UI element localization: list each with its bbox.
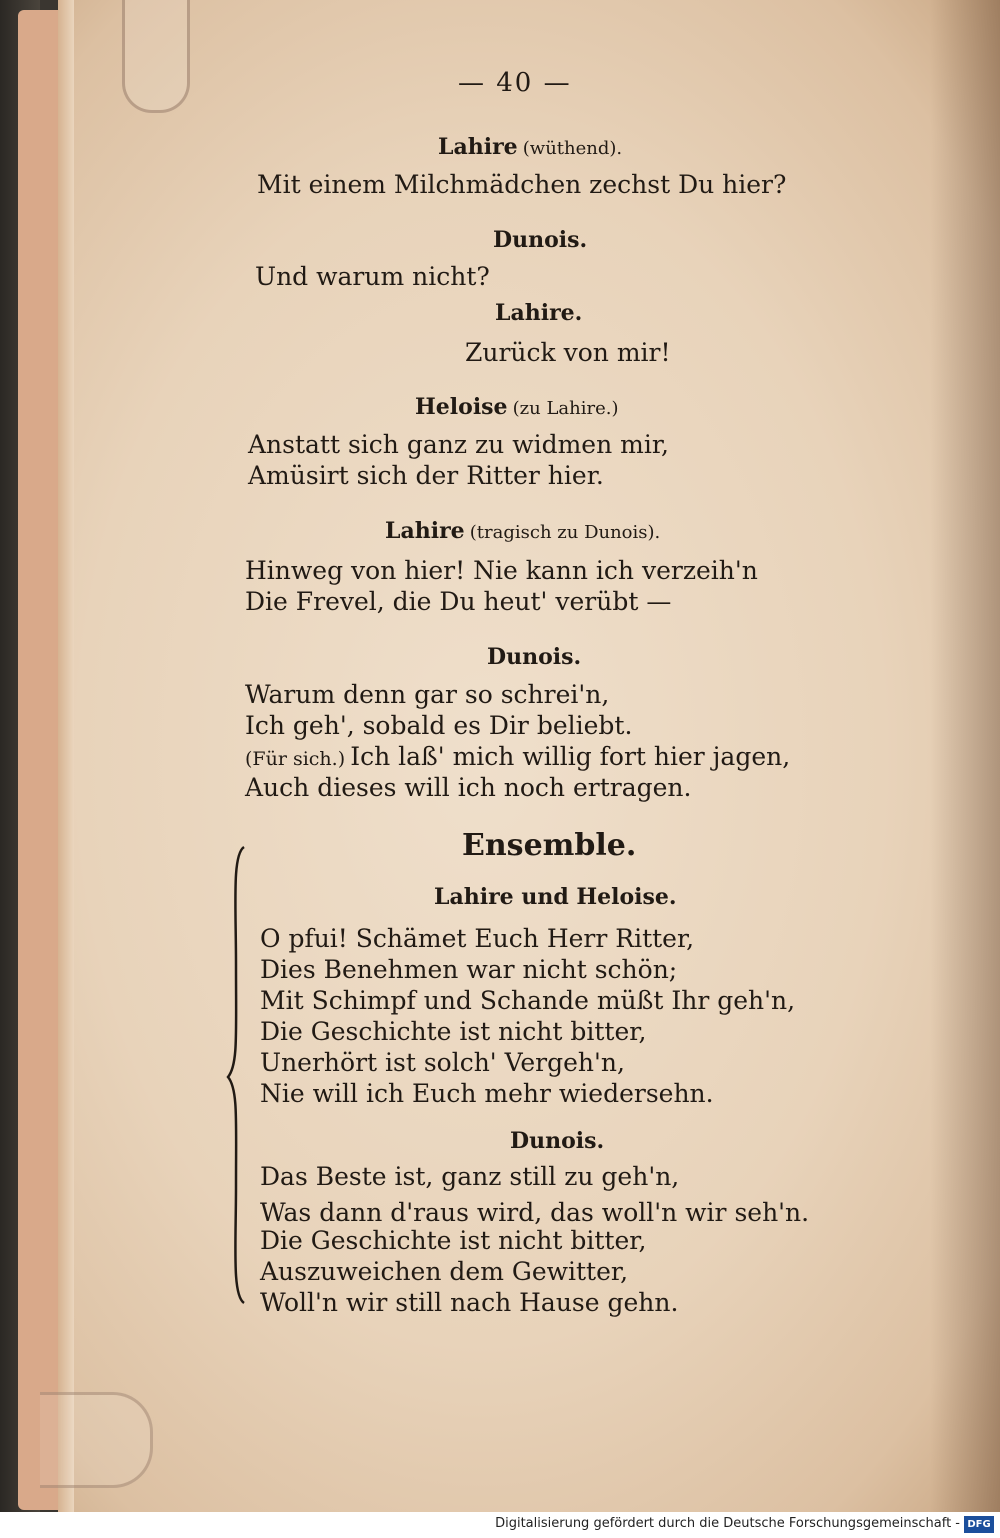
digitization-footer	[0, 1512, 1000, 1538]
ensemble-line: Die Geschichte ist nicht bitter,	[260, 1017, 647, 1046]
speaker-name: Dunois.	[493, 227, 588, 253]
dialogue-line: Warum denn gar so schrei'n,	[245, 680, 610, 709]
dialogue-line: Zurück von mir!	[465, 338, 671, 367]
ensemble-heading: Ensemble.	[462, 828, 637, 863]
aside-direction: (Für sich.)	[245, 748, 346, 770]
stage-direction: (wüthend).	[522, 138, 623, 159]
speaker-heading	[438, 134, 622, 160]
dialogue-line: Auch dieses will ich noch ertragen.	[245, 773, 692, 802]
speaker-name: Dunois.	[510, 1128, 605, 1154]
ensemble-line: Das Beste ist, ganz still zu geh'n,	[260, 1162, 680, 1191]
dialogue-line: Mit einem Milchmädchen zechst Du hier?	[257, 170, 787, 199]
dialogue-line-with-aside	[245, 742, 790, 771]
speaker-heading	[385, 518, 660, 544]
dialogue-text: Ich laß' mich willig fort hier jagen,	[350, 742, 791, 771]
stage-direction: (tragisch zu Dunois).	[469, 522, 661, 543]
speaker-name: Dunois.	[487, 644, 582, 670]
ensemble-line: O pfui! Schämet Euch Herr Ritter,	[260, 924, 695, 953]
dialogue-line: Und warum nicht?	[255, 262, 490, 291]
dialogue-line: Die Frevel, die Du heut' verübt —	[245, 587, 672, 616]
curly-brace	[226, 845, 256, 1305]
speaker-name: Heloise	[415, 394, 508, 420]
speaker-name: Lahire.	[495, 300, 583, 326]
ensemble-line: Nie will ich Euch mehr wiedersehn.	[260, 1079, 714, 1108]
ensemble-line: Auszuweichen dem Gewitter,	[260, 1257, 629, 1286]
ensemble-line: Dies Benehmen war nicht schön;	[260, 955, 678, 984]
dialogue-line: Anstatt sich ganz zu widmen mir,	[248, 430, 669, 459]
speaker-name: Lahire	[385, 518, 465, 544]
dialogue-line: Hinweg von hier! Nie kann ich verzeih'n	[245, 556, 758, 585]
page-curl-shadow	[930, 0, 1000, 1512]
dialogue-line: Ich geh', sobald es Dir beliebt.	[245, 711, 633, 740]
page-stack-edge	[58, 0, 74, 1512]
speaker-name: Lahire und Heloise.	[434, 884, 677, 910]
book-clip-top	[122, 0, 190, 113]
ensemble-line: Was dann d'raus wird, das woll'n wir seh'n.	[260, 1198, 810, 1227]
ensemble-line: Mit Schimpf und Schande müßt Ihr geh'n,	[260, 986, 796, 1015]
page-number: — 40 —	[458, 68, 572, 98]
dfg-logo: DFG	[964, 1516, 994, 1533]
stage-direction: (zu Lahire.)	[512, 398, 619, 419]
ensemble-line: Woll'n wir still nach Hause gehn.	[260, 1288, 679, 1317]
book-clip-bottom	[40, 1392, 153, 1488]
dialogue-line: Amüsirt sich der Ritter hier.	[248, 461, 604, 490]
ensemble-line: Unerhört ist solch' Vergeh'n,	[260, 1048, 625, 1077]
speaker-name: Lahire	[438, 134, 518, 160]
footer-credit: Digitalisierung gefördert durch die Deutsche Forschungsgemeinschaft -	[495, 1516, 960, 1531]
ensemble-line: Die Geschichte ist nicht bitter,	[260, 1226, 647, 1255]
speaker-heading	[415, 394, 619, 420]
